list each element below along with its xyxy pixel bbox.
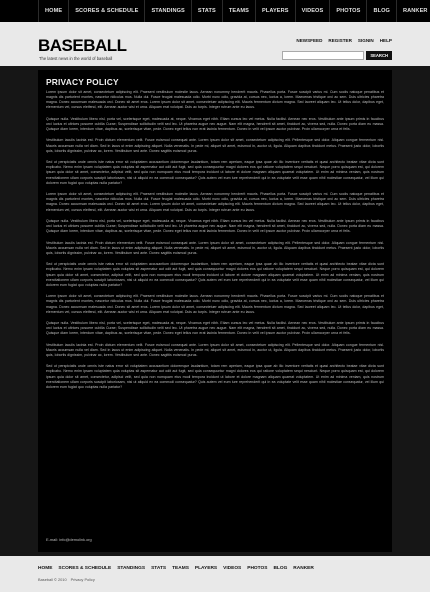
policy-paragraph: Lorem ipsum dolor sit amet, consectetuer adipiscing elit. Praesent vestibulum molestie lacus. Aenean nonummy hendrerit mauris. Phasellus porta. Fusce suscipit varius mi. Cum sociis natoque penatibus et magnis dis parturient montes, nascetur ridiculus mus. Nulla dui. Fusce feugiat malesuada odio. Morbi nunc odio, gravida at, cursus nec, luctus a, lorem. Maecenas tristique orci ac sem. Duis ultricies pharetra magna. Donec accumsan malesuada orci. Donec sit amet eros. Lorem ipsum dolor sit amet, consectetuer adipiscing elit. Mauris fermentum dictum magna. Sed laoreet aliquam leo. Ut tellus dolor, dapibus eget, elementum vel, cursus eleifend, elit. Aenean auctor wisi et urna. Aliquam erat volutpat. Duis ac turpis. Integer rutrum ante eu lacus. <box>46 192 384 212</box>
nav-home[interactable]: HOME <box>38 0 69 22</box>
privacy-policy-link[interactable]: Privacy Policy <box>70 577 95 582</box>
search-input[interactable] <box>282 51 364 60</box>
nav-ranker[interactable]: RANKER <box>397 0 430 22</box>
footer-nav-standings[interactable]: STANDINGS <box>117 566 146 571</box>
policy-paragraph: Sed ut perspiciatis unde omnis iste natus error sit voluptatem accusantium doloremque laudantium, totam rem aperiam, eaque ipsa quae ab illo inventore veritatis et quasi architecto beatae vitae dicta sunt explicabo. Nemo enim ipsam voluptatem quia voluptas sit aspernatur aut odit aut fugit, sed quia consequuntur magni dolores eos qui ratione voluptatem sequi nesciunt. Neque porro quisquam est, qui dolorem ipsum quia dolor sit amet, consectetur, adipisci velit, sed quia non numquam eius modi tempora incidunt ut labore et dolore magnam aliquam quaerat voluptatem. Ut enim ad minima veniam, quis nostrum exercitationem ullam corporis suscipit laboriosam, nisi ut aliquid ex ea commodi consequatur? Quis autem vel eum iure reprehenderit qui in ea voluptate velit esse quam nihil molestiae consequatur, vel illum qui dolorem eum fugiat quo voluptas nulla pariatur? <box>46 364 384 389</box>
utility-links <box>296 38 392 43</box>
footer-nav-blog[interactable]: BLOG <box>273 566 288 571</box>
policy-paragraph: Vestibulum iaculis lacinia est. Proin dictum elementum velit. Fusce euismod consequat ante. Lorem ipsum dolor sit amet, consectetuer adipiscing elit. Pellentesque sed dolor. Aliquam congue fermentum nisl. Mauris accumsan nulla vel diam. Sed in lacus ut enim adipiscing aliquet. Nulla venenatis. In pede mi, aliquet sit amet, euismod in, auctor ut, ligula. Aliquam dapibus tincidunt metus. Praesent justo dolor, lobortis quis, lobortis dignissim, pulvinar ac, lorem. Vestibulum sed ante. Donec sagittis euismod purus. <box>46 138 384 153</box>
nav-stats[interactable]: STATS <box>192 0 223 22</box>
copyright-text: Baseball © 2010 <box>38 577 67 582</box>
search-form <box>282 51 392 60</box>
footer <box>0 556 430 592</box>
help-link[interactable]: HELP <box>379 38 392 43</box>
top-navigation <box>0 0 430 22</box>
footer-navigation <box>38 566 314 571</box>
nav-videos[interactable]: VIDEOS <box>296 0 331 22</box>
policy-paragraph: Quisque nulla. Vestibulum libero nisl, porta vel, scelerisque eget, malesuada at, neque. Vivamus eget nibh. Etiam cursus leo vel metus. Nulla facilisi. Aenean nec eros. Vestibulum ante ipsum primis in faucibus orci luctus et ultrices posuere cubilia Curae; Suspendisse sollicitudin velit sed leo. Ut pharetra augue nec augue. Nam elit magna, hendrerit sit amet, tincidunt ac, viverra sed, nulla. Donec porta diam eu massa. Quisque diam lorem, interdum vitae, dapibus ac, scelerisque vitae, pede. Donec eget tellus non erat lacinia fermentum. Donec in velit vel ipsum auctor pulvinar. Proin ullamcorper urna et felis. <box>46 218 384 234</box>
footer-nav-teams[interactable]: TEAMS <box>172 566 189 571</box>
nav-standings[interactable]: STANDINGS <box>145 0 191 22</box>
nav-scores-schedule[interactable]: SCORES & SCHEDULE <box>69 0 145 22</box>
policy-paragraph: Quisque nulla. Vestibulum libero nisl, porta vel, scelerisque eget, malesuada at, neque. Vivamus eget nibh. Etiam cursus leo vel metus. Nulla facilisi. Aenean nec eros. Vestibulum ante ipsum primis in faucibus orci luctus et ultrices posuere cubilia Curae; Suspendisse sollicitudin velit sed leo. Ut pharetra augue nec augue. Nam elit magna, hendrerit sit amet, tincidunt ac, viverra sed, nulla. Donec porta diam eu massa. Quisque diam lorem, interdum vitae, dapibus ac, scelerisque vitae, pede. Donec eget tellus non erat lacinia fermentum. Donec in velit vel ipsum auctor pulvinar. Proin ullamcorper urna et felis. <box>46 116 384 132</box>
footer-nav-stats[interactable]: STATS <box>151 566 167 571</box>
logo-text-ball: BALL <box>83 36 127 55</box>
signin-link[interactable]: SIGNIN <box>357 38 374 43</box>
nav-blog[interactable]: BLOG <box>367 0 397 22</box>
newsfeed-link[interactable]: NEWSFEED <box>296 38 323 43</box>
register-link[interactable]: REGISTER <box>328 38 352 43</box>
footer-nav-scores-schedule[interactable]: SCORES & SCHEDULE <box>58 566 112 571</box>
page-title: PRIVACY POLICY <box>46 77 119 87</box>
nav-teams[interactable]: TEAMS <box>223 0 256 22</box>
policy-body <box>46 90 384 396</box>
policy-paragraph: Sed ut perspiciatis unde omnis iste natus error sit voluptatem accusantium doloremque laudantium, totam rem aperiam, eaque ipsa quae ab illo inventore veritatis et quasi architecto beatae vitae dicta sunt explicabo. Nemo enim ipsam voluptatem quia voluptas sit aspernatur aut odit aut fugit, sed quia consequuntur magni dolores eos qui ratione voluptatem sequi nesciunt. Neque porro quisquam est, qui dolorem ipsum quia dolor sit amet, consectetur, adipisci velit, sed quia non numquam eius modi tempora incidunt ut labore et dolore magnam aliquam quaerat voluptatem. Ut enim ad minima veniam, quis nostrum exercitationem ullam corporis suscipit laboriosam, nisi ut aliquid ex ea commodi consequatur? Quis autem vel eum iure reprehenderit qui in ea voluptate velit esse quam nihil molestiae consequatur, vel illum qui dolorem eum fugiat quo voluptas nulla pariatur? <box>46 262 384 287</box>
policy-paragraph: Vestibulum iaculis lacinia est. Proin dictum elementum velit. Fusce euismod consequat ante. Lorem ipsum dolor sit amet, consectetuer adipiscing elit. Pellentesque sed dolor. Aliquam congue fermentum nisl. Mauris accumsan nulla vel diam. Sed in lacus ut enim adipiscing aliquet. Nulla venenatis. In pede mi, aliquet sit amet, euismod in, auctor ut, ligula. Aliquam dapibus tincidunt metus. Praesent justo dolor, lobortis quis, lobortis dignissim, pulvinar ac, lorem. Vestibulum sed ante. Donec sagittis euismod purus. <box>46 342 384 357</box>
top-nav-links <box>38 0 428 22</box>
email-label: E-mail: <box>46 537 59 542</box>
footer-nav-home[interactable]: HOME <box>38 566 53 571</box>
footer-nav-ranker[interactable]: RANKER <box>293 566 314 571</box>
footer-nav-videos[interactable]: VIDEOS <box>223 566 242 571</box>
footer-nav-photos[interactable]: PHOTOS <box>247 566 268 571</box>
search-button[interactable]: SEARCH <box>366 51 392 60</box>
footer-copyright <box>38 577 95 582</box>
site-tagline: The latest news in the world of baseball <box>39 56 113 61</box>
email-link[interactable]: info@demolink.org <box>59 537 92 542</box>
policy-paragraph: Lorem ipsum dolor sit amet, consectetuer adipiscing elit. Praesent vestibulum molestie lacus. Aenean nonummy hendrerit mauris. Phasellus porta. Fusce suscipit varius mi. Cum sociis natoque penatibus et magnis dis parturient montes, nascetur ridiculus mus. Nulla dui. Fusce feugiat malesuada odio. Morbi nunc odio, gravida at, cursus nec, luctus a, lorem. Maecenas tristique orci ac sem. Duis ultricies pharetra magna. Donec accumsan malesuada orci. Donec sit amet eros. Lorem ipsum dolor sit amet, consectetuer adipiscing elit. Mauris fermentum dictum magna. Sed laoreet aliquam leo. Ut tellus dolor, dapibus eget, elementum vel, cursus eleifend, elit. Aenean auctor wisi et urna. Aliquam erat volutpat. Duis ac turpis. Integer rutrum ante eu lacus. <box>46 90 384 110</box>
policy-paragraph: Lorem ipsum dolor sit amet, consectetuer adipiscing elit. Praesent vestibulum molestie lacus. Aenean nonummy hendrerit mauris. Phasellus porta. Fusce suscipit varius mi. Cum sociis natoque penatibus et magnis dis parturient montes, nascetur ridiculus mus. Nulla dui. Fusce feugiat malesuada odio. Morbi nunc odio, gravida at, cursus nec, luctus a, lorem. Maecenas tristique orci ac sem. Duis ultricies pharetra magna. Donec accumsan malesuada orci. Donec sit amet eros. Lorem ipsum dolor sit amet, consectetuer adipiscing elit. Mauris fermentum dictum magna. Sed laoreet aliquam leo. Ut tellus dolor, dapibus eget, elementum vel, cursus eleifend, elit. Aenean auctor wisi et urna. Aliquam erat volutpat. Duis ac turpis. Integer rutrum ante eu lacus. <box>46 294 384 314</box>
contact-email <box>46 537 92 542</box>
nav-players[interactable]: PLAYERS <box>256 0 296 22</box>
policy-paragraph: Sed ut perspiciatis unde omnis iste natus error sit voluptatem accusantium doloremque laudantium, totam rem aperiam, eaque ipsa quae ab illo inventore veritatis et quasi architecto beatae vitae dicta sunt explicabo. Nemo enim ipsam voluptatem quia voluptas sit aspernatur aut odit aut fugit, sed quia consequuntur magni dolores eos qui ratione voluptatem sequi nesciunt. Neque porro quisquam est, qui dolorem ipsum quia dolor sit amet, consectetur, adipisci velit, sed quia non numquam eius modi tempora incidunt ut labore et dolore magnam aliquam quaerat voluptatem. Ut enim ad minima veniam, quis nostrum exercitationem ullam corporis suscipit laboriosam, nisi ut aliquid ex ea commodi consequatur? Quis autem vel eum iure reprehenderit qui in ea voluptate velit esse quam nihil molestiae consequatur, vel illum qui dolorem eum fugiat quo voluptas nulla pariatur? <box>46 160 384 185</box>
logo-text-base: BASE <box>38 36 84 55</box>
site-logo[interactable] <box>38 36 127 56</box>
header <box>0 22 430 66</box>
nav-photos[interactable]: PHOTOS <box>330 0 367 22</box>
policy-paragraph: Quisque nulla. Vestibulum libero nisl, porta vel, scelerisque eget, malesuada at, neque. Vivamus eget nibh. Etiam cursus leo vel metus. Nulla facilisi. Aenean nec eros. Vestibulum ante ipsum primis in faucibus orci luctus et ultrices posuere cubilia Curae; Suspendisse sollicitudin velit sed leo. Ut pharetra augue nec augue. Nam elit magna, hendrerit sit amet, tincidunt ac, viverra sed, nulla. Donec porta diam eu massa. Quisque diam lorem, interdum vitae, dapibus ac, scelerisque vitae, pede. Donec eget tellus non erat lacinia fermentum. Donec in velit vel ipsum auctor pulvinar. Proin ullamcorper urna et felis. <box>46 321 384 336</box>
footer-nav-players[interactable]: PLAYERS <box>194 566 218 571</box>
policy-paragraph: Vestibulum iaculis lacinia est. Proin dictum elementum velit. Fusce euismod consequat ante. Lorem ipsum dolor sit amet, consectetuer adipiscing elit. Pellentesque sed dolor. Aliquam congue fermentum nisl. Mauris accumsan nulla vel diam. Sed in lacus ut enim adipiscing aliquet. Nulla venenatis. In pede mi, aliquet sit amet, euismod in, auctor ut, ligula. Aliquam dapibus tincidunt metus. Praesent justo dolor, lobortis quis, lobortis dignissim, pulvinar ac, lorem. Vestibulum sed ante. Donec sagittis euismod purus. <box>46 240 384 255</box>
